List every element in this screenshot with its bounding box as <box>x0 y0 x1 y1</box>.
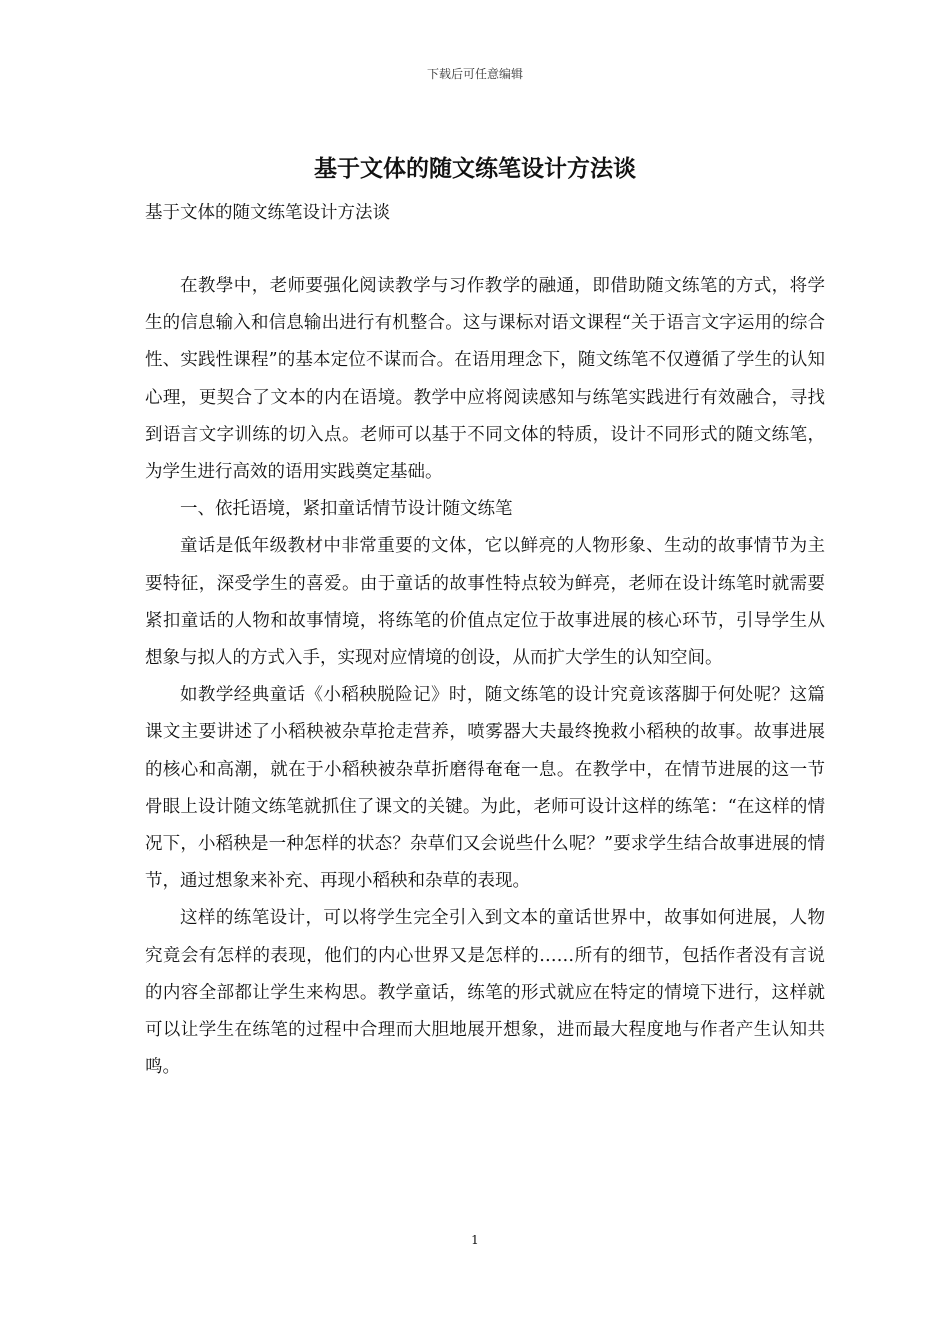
document-body <box>145 268 825 1086</box>
document-subtitle: 基于文体的随文练笔设计方法谈 <box>145 203 390 223</box>
paragraph-conclusion: 这样的练笔设计，可以将学生完全引入到文本的童话世界中，故事如何进展，人物究竟会有怎样的表现，他们的内心世界又是怎样的……所有的细节，包括作者没有言说的内容全部都让学生来构思。教学童话，练笔的形式就应在特定的情境下进行，这样就可以让学生在练笔的过程中合理而大胆地展开想象，进而最大程度地与作者产生认知共鸣。 <box>145 908 825 1078</box>
page-number: 1 <box>471 1233 479 1247</box>
header-note: 下载后可任意编辑 <box>426 67 523 81</box>
document-title: 基于文体的随文练笔设计方法谈 <box>314 155 636 182</box>
paragraph-fairy-tale: 童话是低年级教材中非常重要的文体，它以鲜亮的人物形象、生动的故事情节为主要特征，深受学生的喜爱。由于童话的故事性特点较为鲜亮，老师在设计练笔时就需要紧扣童话的人物和故事情境，将练笔的价值点定位于故事进展的核心环节，引导学生从想象与拟人的方式入手，实现对应情境的创设，从而扩大学生的认知空间。 <box>145 536 825 669</box>
section-heading-1: 一、依托语境，紧扣童话情节设计随文练笔 <box>180 499 513 520</box>
paragraph-example: 如教学经典童话《小稻秧脱险记》时，随文练笔的设计究竟该落脚于何处呢？这篇课文主要讲述了小稻秧被杂草抢走营养，喷雾器大夫最终挽救小稻秧的故事。故事进展的核心和高潮，就在于小稻秧被杂草折磨得奄奄一息。在教学中，在情节进展的这一节骨眼上设计随文练笔就抓住了课文的关键。为此，老师可设计这样的练笔：“在这样的情况下，小稻秧是一种怎样的状态？杂草们又会说些什么呢？”要求学生结合故事进展的情节，通过想象来补充、再现小稻秧和杂草的表现。 <box>145 685 825 892</box>
paragraph-intro: 在教學中，老师要强化阅读教学与习作教学的融通，即借助随文练笔的方式，将学生的信息输入和信息输出进行有机整合。这与课标对语文课程“关于语言文字运用的综合性、实践性课程”的基本定位不谋而合。在语用理念下，随文练笔不仅遵循了学生的认知心理，更契合了文本的内在语境。教学中应将阅读感知与练笔实践进行有效融合，寻找到语言文字训练的切入点。老师可以基于不同文体的特质，设计不同形式的随文练笔，为学生进行高效的语用实践奠定基础。 <box>145 276 825 483</box>
